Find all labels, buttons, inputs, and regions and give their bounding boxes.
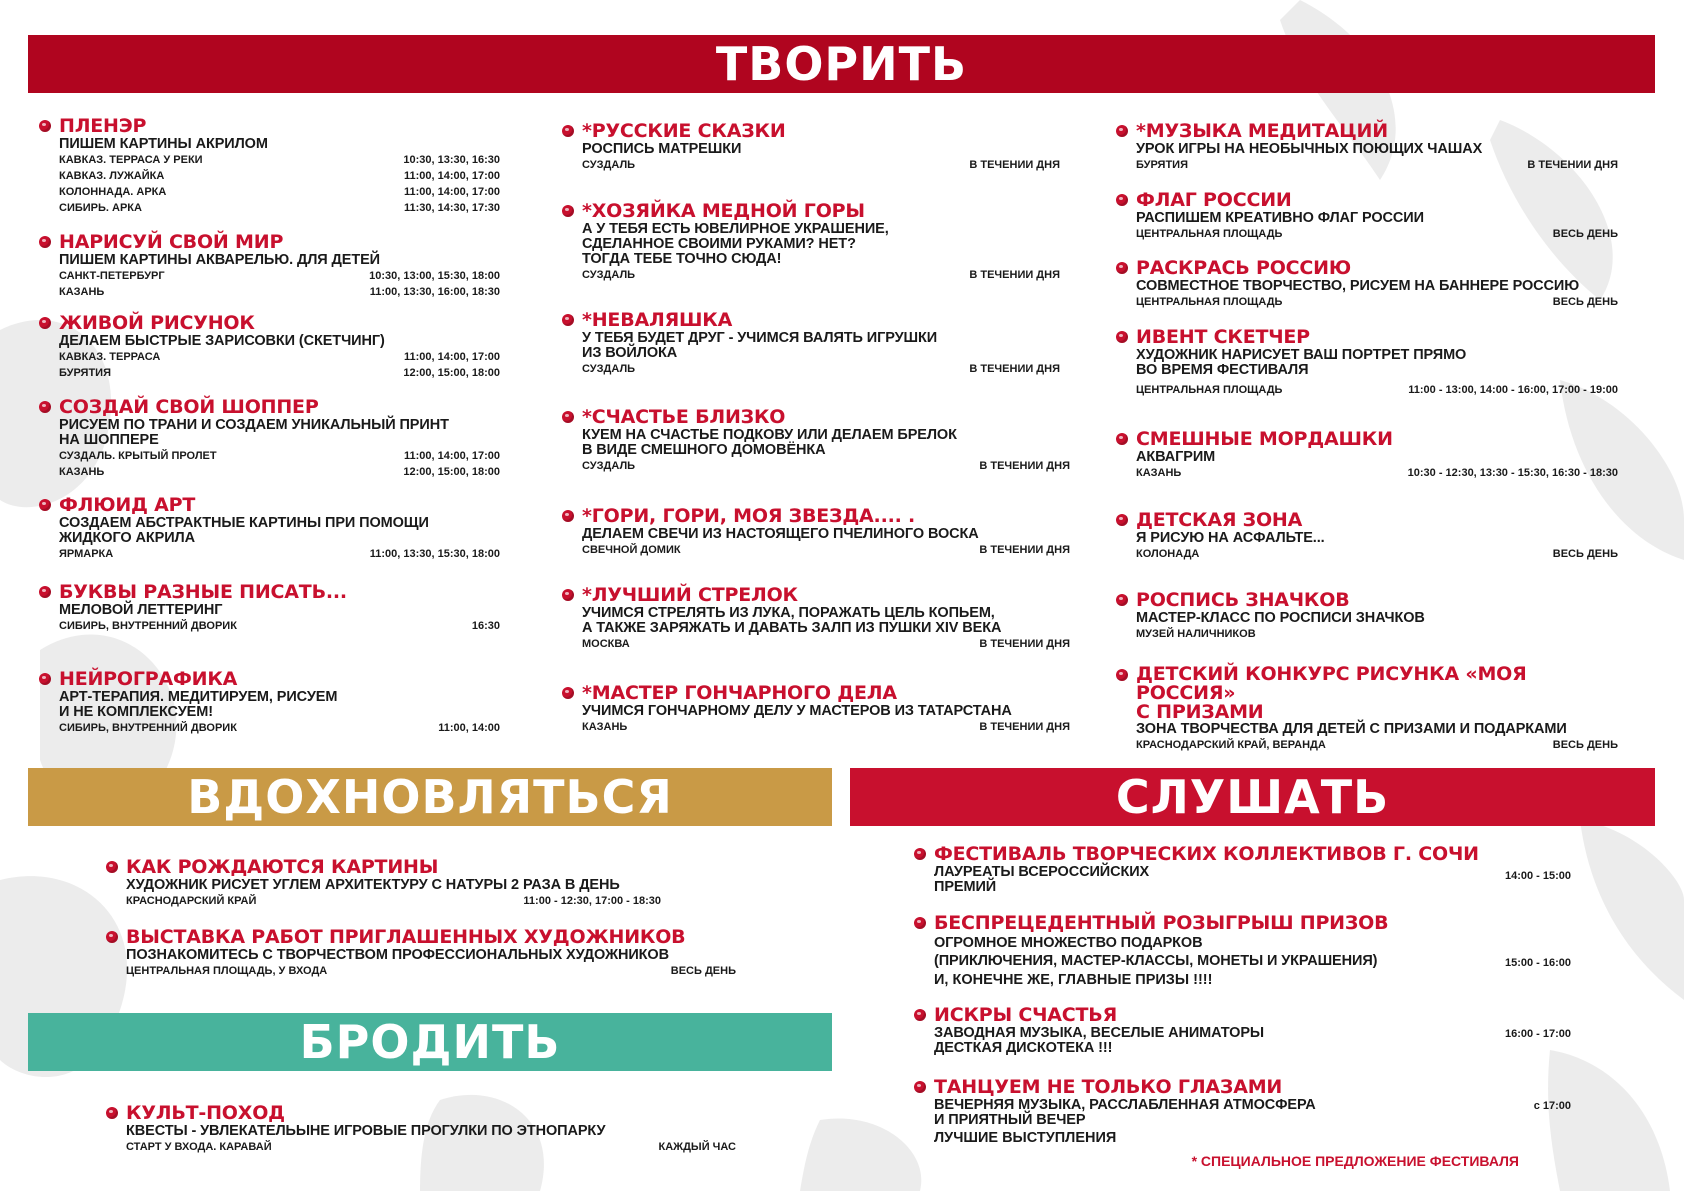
- event-title: *МУЗЫКА МЕДИТАЦИЙ: [1136, 120, 1388, 142]
- event-row: КРАСНОДАРСКИЙ КРАЙ, ВЕРАНДА ВЕСЬ ДЕНЬ: [1136, 739, 1618, 751]
- event-title: *НЕВАЛЯШКА: [582, 309, 733, 331]
- event-row: ЯРМАРКА 11:00, 13:30, 15:30, 18:00: [59, 548, 500, 560]
- event-title: ИСКРЫ СЧАСТЬЯ: [934, 1004, 1118, 1026]
- bullet-icon: [562, 125, 574, 137]
- event-rozygrysh: [934, 913, 1571, 988]
- bullet-icon: [106, 931, 118, 943]
- event-row: КОЛОННАДА. АРКА 11:00, 14:00, 17:00: [59, 186, 500, 198]
- event-time: 15:00 - 16:00: [1504, 957, 1571, 969]
- event-desc: УЧИМСЯ ГОНЧАРНОМУ ДЕЛУ У МАСТЕРОВ ИЗ ТАТАРСТАНА: [582, 703, 1012, 719]
- event-title: *ГОРИ, ГОРИ, МОЯ ЗВЕЗДА.... .: [582, 505, 916, 527]
- event-desc: ЗОНА ТВОРЧЕСТВА ДЛЯ ДЕТЕЙ С ПРИЗАМИ И ПОДАРКАМИ: [1136, 721, 1567, 737]
- event-tancuem: [934, 1077, 1571, 1146]
- event-row: КАЗАНЬ 10:30 - 12:30, 13:30 - 15:30, 16:30 - 18:30: [1136, 467, 1618, 479]
- event-title: ФЛЮИД АРТ: [59, 494, 196, 516]
- event-row: КАЗАНЬ 12:00, 15:00, 18:00: [59, 466, 500, 478]
- event-desc: КУЕМ НА СЧАСТЬЕ ПОДКОВУ ИЛИ ДЕЛАЕМ БРЕЛОК В ВИДЕ СМЕШНОГО ДОМОВЁНКА: [582, 427, 957, 458]
- event-row: ЦЕНТРАЛЬНАЯ ПЛОЩАДЬ, У ВХОДА ВЕСЬ ДЕНЬ: [126, 965, 736, 977]
- event-time: с 17:00: [1533, 1100, 1571, 1112]
- bullet-icon: [914, 1009, 926, 1021]
- bullet-icon: [1116, 514, 1128, 526]
- bullet-icon: [106, 861, 118, 873]
- event-row: КРАСНОДАРСКИЙ КРАЙ 11:00 - 12:30, 17:00 - 18:30: [126, 895, 661, 907]
- event-plener: [59, 116, 500, 216]
- event-desc: ПОЗНАКОМИТЕСЬ С ТВОРЧЕСТВОМ ПРОФЕССИОНАЛЬНЫХ ХУДОЖНИКОВ: [126, 947, 669, 963]
- event-row: ЦЕНТРАЛЬНАЯ ПЛОЩАДЬ ВЕСЬ ДЕНЬ: [1136, 228, 1618, 240]
- event-desc: МАСТЕР-КЛАСС ПО РОСПИСИ ЗНАЧКОВ: [1136, 610, 1425, 626]
- event-fluid-art: [59, 495, 500, 562]
- bullet-icon: [39, 120, 51, 132]
- bullet-icon: [914, 848, 926, 860]
- event-desc: ЗАВОДНАЯ МУЗЫКА, ВЕСЕЛЫЕ АНИМАТОРЫ ДЕСТКАЯ ДИСКОТЕКА !!!: [934, 1025, 1265, 1056]
- bullet-icon: [914, 917, 926, 929]
- bullet-icon: [39, 586, 51, 598]
- event-row: БУРЯТИЯ 12:00, 15:00, 18:00: [59, 367, 500, 379]
- event-title: НЕЙРОГРАФИКА: [59, 668, 238, 690]
- event-desc: УЧИМСЯ СТРЕЛЯТЬ ИЗ ЛУКА, ПОРАЖАТЬ ЦЕЛЬ КОПЬЕМ, А ТАКЖЕ ЗАРЯЖАТЬ И ДАВАТЬ ЗАЛП ИЗ ПУШКИ XIV ВЕКА: [582, 605, 1002, 636]
- event-schastye: [582, 407, 1070, 474]
- event-iskry: [934, 1005, 1571, 1056]
- event-time: 16:00 - 17:00: [1504, 1028, 1571, 1040]
- event-row: СУЗДАЛЬ В ТЕЧЕНИИ ДНЯ: [582, 159, 1060, 171]
- event-konkurs-risunka: [1136, 665, 1618, 753]
- event-muzyka-meditaciy: [1136, 121, 1618, 173]
- bullet-icon: [562, 205, 574, 217]
- event-title: БЕСПРЕЦЕДЕНТНЫЙ РОЗЫГРЫШ ПРИЗОВ: [934, 912, 1389, 934]
- bullet-icon: [1116, 194, 1128, 206]
- event-desc: ЛАУРЕАТЫ ВСЕРОССИЙСКИХ ПРЕМИЙ: [934, 864, 1150, 895]
- bullet-icon: [1116, 262, 1128, 274]
- event-title: НАРИСУЙ СВОЙ МИР: [59, 231, 284, 253]
- bullet-icon: [39, 317, 51, 329]
- section-banner-inspire: ВДОХНОВЛЯТЬСЯ: [28, 768, 832, 826]
- event-row: КАЗАНЬ В ТЕЧЕНИИ ДНЯ: [582, 721, 1070, 733]
- event-title: КАК РОЖДАЮТСЯ КАРТИНЫ: [126, 856, 439, 878]
- event-desc: ПИШЕМ КАРТИНЫ АКВАРЕЛЬЮ. ДЛЯ ДЕТЕЙ: [59, 252, 380, 268]
- bullet-icon: [39, 499, 51, 511]
- event-desc: РИСУЕМ ПО ТРАНИ И СОЗДАЕМ УНИКАЛЬНЫЙ ПРИНТ НА ШОППЕРЕ: [59, 417, 449, 448]
- event-title: РОСПИСЬ ЗНАЧКОВ: [1136, 589, 1350, 611]
- event-desc: КВЕСТЫ - УВЛЕКАТЕЛЬЫНЕ ИГРОВЫЕ ПРОГУЛКИ ПО ЭТНОПАРКУ: [126, 1123, 606, 1139]
- bullet-icon: [1116, 433, 1128, 445]
- bullet-icon: [106, 1107, 118, 1119]
- bullet-icon: [562, 314, 574, 326]
- event-kak-rozhdayutsya: [126, 857, 736, 909]
- section-banner-listen: СЛУШАТЬ: [850, 768, 1655, 826]
- event-title: ТАНЦУЕМ НЕ ТОЛЬКО ГЛАЗАМИ: [934, 1076, 1283, 1098]
- event-row: КАЗАНЬ 11:00, 13:30, 16:00, 18:30: [59, 286, 500, 298]
- event-nevalyashka: [582, 310, 1060, 377]
- event-row: МУЗЕЙ НАЛИЧНИКОВ: [1136, 628, 1256, 640]
- event-strelok: [582, 585, 1070, 652]
- event-title: *ЛУЧШИЙ СТРЕЛОК: [582, 584, 798, 606]
- event-title: СМЕШНЫЕ МОРДАШКИ: [1136, 428, 1393, 450]
- event-extra: И, КОНЕЧНЕ ЖЕ, ГЛАВНЫЕ ПРИЗЫ !!!!: [934, 972, 1213, 988]
- event-desc: СОВМЕСТНОЕ ТВОРЧЕСТВО, РИСУЕМ НА БАННЕРЕ РОССИЮ: [1136, 278, 1580, 294]
- event-title: ФЕСТИВАЛЬ ТВОРЧЕСКИХ КОЛЛЕКТИВОВ Г. СОЧИ: [934, 843, 1479, 865]
- event-title: *СЧАСТЬЕ БЛИЗКО: [582, 406, 786, 428]
- bullet-icon: [39, 236, 51, 248]
- event-row: СИБИРЬ, ВНУТРЕННИЙ ДВОРИК 11:00, 14:00: [59, 722, 500, 734]
- bullet-icon: [562, 589, 574, 601]
- event-row: СУЗДАЛЬ В ТЕЧЕНИИ ДНЯ: [582, 460, 1070, 472]
- event-title: КУЛЬТ-ПОХОД: [126, 1102, 285, 1124]
- event-desc: А У ТЕБЯ ЕСТЬ ЮВЕЛИРНОЕ УКРАШЕНИЕ, СДЕЛАННОЕ СВОИМИ РУКАМИ? НЕТ? ТОГДА ТЕБЕ ТОЧНО СЮДА!: [582, 221, 889, 267]
- event-desc: АРТ-ТЕРАПИЯ. МЕДИТИРУЕМ, РИСУЕМ И НЕ КОМПЛЕКСУЕМ!: [59, 689, 338, 720]
- bullet-icon: [1116, 331, 1128, 343]
- event-row: СУЗДАЛЬ. КРЫТЫЙ ПРОЛЕТ 11:00, 14:00, 17:00: [59, 450, 500, 462]
- event-title: РАСКРАСЬ РОССИЮ: [1136, 257, 1351, 279]
- event-row: СВЕЧНОЙ ДОМИК В ТЕЧЕНИИ ДНЯ: [582, 544, 1070, 556]
- bullet-icon: [39, 673, 51, 685]
- event-russkie-skazki: [582, 121, 1060, 173]
- bullet-icon: [562, 687, 574, 699]
- footnote-special-offer: * СПЕЦИАЛЬНОЕ ПРЕДЛОЖЕНИЕ ФЕСТИВАЛЯ: [1191, 1153, 1519, 1169]
- event-desc: ПИШЕМ КАРТИНЫ АКРИЛОМ: [59, 136, 268, 152]
- event-shopper: [59, 397, 500, 480]
- event-time: 14:00 - 15:00: [1504, 870, 1571, 882]
- bullet-icon: [914, 1081, 926, 1093]
- event-row: СТАРТ У ВХОДА. КАРАВАЙ КАЖДЫЙ ЧАС: [126, 1141, 736, 1153]
- event-extra: ЛУЧШИЕ ВЫСТУПЛЕНИЯ: [934, 1130, 1117, 1146]
- event-bukvy: [59, 582, 500, 634]
- event-desc: УРОК ИГРЫ НА НЕОБЫЧНЫХ ПОЮЩИХ ЧАШАХ: [1136, 141, 1483, 157]
- event-flag-rossii: [1136, 190, 1618, 242]
- event-desc: МЕЛОВОЙ ЛЕТТЕРИНГ: [59, 602, 223, 618]
- event-row: СУЗДАЛЬ В ТЕЧЕНИИ ДНЯ: [582, 269, 1060, 281]
- event-title: ДЕТСКИЙ КОНКУРС РИСУНКА «МОЯ РОССИЯ» С ПРИЗАМИ: [1136, 663, 1527, 723]
- event-zhivoy: [59, 313, 500, 381]
- event-row: СИБИРЬ. АРКА 11:30, 14:30, 17:30: [59, 202, 500, 214]
- event-desc: ХУДОЖНИК РИСУЕТ УГЛЕМ АРХИТЕКТУРУ С НАТУРЫ 2 РАЗА В ДЕНЬ: [126, 877, 620, 893]
- event-desc: ДЕЛАЕМ СВЕЧИ ИЗ НАСТОЯЩЕГО ПЧЕЛИНОГО ВОСКА: [582, 526, 979, 542]
- event-title: *МАСТЕР ГОНЧАРНОГО ДЕЛА: [582, 682, 897, 704]
- event-vystavka: [126, 927, 736, 979]
- event-desc: ДЕЛАЕМ БЫСТРЫЕ ЗАРИСОВКИ (СКЕТЧИНГ): [59, 333, 385, 349]
- event-rospis-znachkov: [1136, 590, 1618, 642]
- event-raskras-rossiyu: [1136, 258, 1618, 310]
- event-title: ДЕТСКАЯ ЗОНА: [1136, 509, 1303, 531]
- event-title: *РУССКИЕ СКАЗКИ: [582, 120, 786, 142]
- event-desc: У ТЕБЯ БУДЕТ ДРУГ - УЧИМСЯ ВАЛЯТЬ ИГРУШКИ ИЗ ВОЙЛОКА: [582, 330, 938, 361]
- event-title: *ХОЗЯЙКА МЕДНОЙ ГОРЫ: [582, 200, 865, 222]
- event-row: ЦЕНТРАЛЬНАЯ ПЛОЩАДЬ ВЕСЬ ДЕНЬ: [1136, 296, 1618, 308]
- bullet-icon: [562, 510, 574, 522]
- event-title: ВЫСТАВКА РАБОТ ПРИГЛАШЕННЫХ ХУДОЖНИКОВ: [126, 926, 686, 948]
- event-desc: РАСПИШЕМ КРЕАТИВНО ФЛАГ РОССИИ: [1136, 210, 1424, 226]
- bullet-icon: [1116, 594, 1128, 606]
- event-mordashki: [1136, 429, 1618, 481]
- event-desc: СОЗДАЕМ АБСТРАКТНЫЕ КАРТИНЫ ПРИ ПОМОЩИ ЖИДКОГО АКРИЛА: [59, 515, 429, 546]
- event-desc: ВЕЧЕРНЯЯ МУЗЫКА, РАССЛАБЛЕННАЯ АТМОСФЕРА И ПРИЯТНЫЙ ВЕЧЕР: [934, 1097, 1316, 1128]
- event-row: СИБИРЬ, ВНУТРЕННИЙ ДВОРИК 16:30: [59, 620, 500, 632]
- bullet-icon: [1116, 125, 1128, 137]
- event-detskaya-zona: [1136, 510, 1618, 562]
- event-row: САНКТ-ПЕТЕРБУРГ 10:30, 13:00, 15:30, 18:00: [59, 270, 500, 282]
- event-row: СУЗДАЛЬ В ТЕЧЕНИИ ДНЯ: [582, 363, 1060, 375]
- event-title: СОЗДАЙ СВОЙ ШОППЕР: [59, 396, 319, 418]
- event-narisuy: [59, 232, 500, 300]
- event-gonchar: [582, 683, 1070, 735]
- event-neirografika: [59, 669, 500, 736]
- bullet-icon: [562, 411, 574, 423]
- event-festival-sochi: [934, 844, 1571, 895]
- event-kult-pohod: [126, 1103, 736, 1155]
- event-desc: АКВАГРИМ: [1136, 449, 1216, 465]
- event-sketcher: [1136, 327, 1618, 398]
- event-title: ЖИВОЙ РИСУНОК: [59, 312, 255, 334]
- event-desc: ОГРОМНОЕ МНОЖЕСТВО ПОДАРКОВ (ПРИКЛЮЧЕНИЯ, МАСТЕР-КЛАССЫ, МОНЕТЫ И УКРАШЕНИЯ): [934, 935, 1378, 969]
- event-row: КАВКАЗ. ТЕРРАСА 11:00, 14:00, 17:00: [59, 351, 500, 363]
- bullet-icon: [39, 401, 51, 413]
- event-title: ФЛАГ РОССИИ: [1136, 189, 1292, 211]
- section-banner-wander: БРОДИТЬ: [28, 1013, 832, 1071]
- event-row: ЦЕНТРАЛЬНАЯ ПЛОЩАДЬ 11:00 - 13:00, 14:00 - 16:00, 17:00 - 19:00: [1136, 384, 1618, 396]
- section-banner-create: ТВОРИТЬ: [28, 35, 1655, 93]
- event-title: БУКВЫ РАЗНЫЕ ПИСАТЬ...: [59, 581, 347, 603]
- event-row: КАВКАЗ. ЛУЖАЙКА 11:00, 14:00, 17:00: [59, 170, 500, 182]
- bullet-icon: [1116, 669, 1128, 681]
- event-desc: РОСПИСЬ МАТРЕШКИ: [582, 141, 742, 157]
- event-row: КОЛОНАДА ВЕСЬ ДЕНЬ: [1136, 548, 1618, 560]
- event-title: ИВЕНТ СКЕТЧЕР: [1136, 326, 1310, 348]
- event-gori-zvezda: [582, 506, 1070, 558]
- event-row: КАВКАЗ. ТЕРРАСА У РЕКИ 10:30, 13:30, 16:30: [59, 154, 500, 166]
- event-hozyaika: [582, 201, 1060, 283]
- event-desc: Я РИСУЮ НА АСФАЛЬТЕ...: [1136, 530, 1325, 546]
- event-title: ПЛЕНЭР: [59, 115, 147, 137]
- event-row: БУРЯТИЯ В ТЕЧЕНИИ ДНЯ: [1136, 159, 1618, 171]
- event-row: МОСКВА В ТЕЧЕНИИ ДНЯ: [582, 638, 1070, 650]
- event-desc: ХУДОЖНИК НАРИСУЕТ ВАШ ПОРТРЕТ ПРЯМО ВО ВРЕМЯ ФЕСТИВАЛЯ: [1136, 347, 1467, 378]
